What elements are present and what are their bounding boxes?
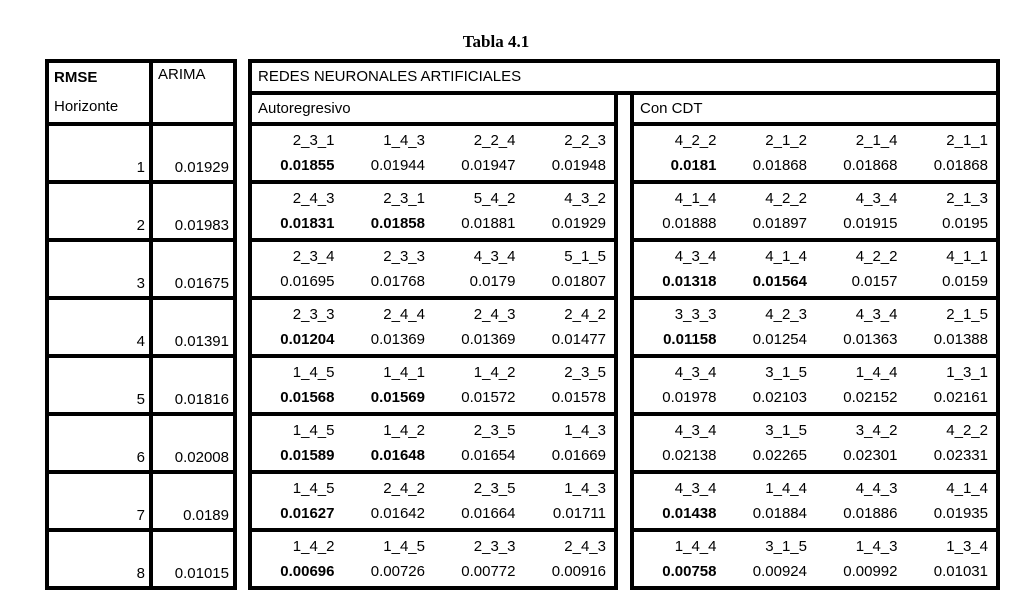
model-pair	[433, 532, 524, 586]
model-value: 0.0195	[942, 215, 988, 232]
horizonte-cell: 7	[49, 470, 149, 528]
model-name: 1_4_3	[564, 422, 606, 439]
model-pair	[815, 300, 906, 354]
model-value: 0.01477	[551, 331, 606, 348]
autoregresivo-row-block	[252, 296, 614, 354]
model-pair	[343, 242, 434, 296]
model-pair	[252, 126, 343, 180]
model-pair	[634, 474, 725, 528]
model-name: 5_4_2	[473, 190, 516, 207]
model-pair	[815, 358, 906, 412]
autoregresivo-row-block	[252, 122, 614, 180]
model-value: 0.01935	[933, 505, 988, 522]
model-value: 0.02103	[752, 389, 807, 406]
model-pair	[433, 474, 524, 528]
model-value: 0.01204	[280, 331, 335, 348]
model-name: 2_1_2	[765, 132, 807, 149]
model-pair	[634, 532, 725, 586]
model-pair	[815, 474, 906, 528]
con-cdt-row-block	[634, 354, 996, 412]
model-pair	[725, 532, 816, 586]
model-pair	[343, 126, 434, 180]
arima-value-cell: 0.01015	[149, 528, 233, 586]
model-pair	[634, 126, 725, 180]
model-value: 0.01868	[933, 157, 988, 174]
model-name: 2_2_4	[473, 132, 516, 149]
model-name: 2_3_5	[564, 364, 606, 381]
model-value: 0.00696	[280, 563, 335, 580]
model-name: 4_3_4	[855, 306, 898, 323]
model-value: 0.01654	[461, 447, 516, 464]
horizonte-cell: 2	[49, 180, 149, 238]
model-value: 0.01388	[933, 331, 988, 348]
model-name: 4_1_4	[674, 190, 717, 207]
model-name: 4_1_4	[765, 248, 807, 265]
model-value: 0.01886	[843, 505, 898, 522]
model-pair	[634, 416, 725, 470]
model-name: 1_4_3	[855, 538, 898, 555]
sections-row	[252, 95, 996, 590]
model-pair	[433, 184, 524, 238]
model-name: 1_4_2	[292, 538, 335, 555]
model-pair	[906, 126, 997, 180]
model-value: 0.01868	[752, 157, 807, 174]
model-value: 0.01944	[370, 157, 425, 174]
model-pair	[634, 184, 725, 238]
model-name: 5_1_5	[564, 248, 606, 265]
model-name: 3_1_5	[765, 538, 807, 555]
model-value: 0.02331	[933, 447, 988, 464]
horizonte-cell: 5	[49, 354, 149, 412]
model-name: 2_1_1	[946, 132, 988, 149]
model-pair	[725, 474, 816, 528]
model-value: 0.01831	[280, 215, 335, 232]
model-name: 3_1_5	[765, 364, 807, 381]
model-name: 1_4_5	[383, 538, 425, 555]
con-cdt-row-block	[634, 238, 996, 296]
model-value: 0.01648	[370, 447, 425, 464]
model-value: 0.01695	[280, 273, 335, 290]
model-pair	[524, 184, 615, 238]
model-value: 0.00924	[752, 563, 807, 580]
model-name: 3_4_2	[855, 422, 898, 439]
horizonte-cell: 6	[49, 412, 149, 470]
model-name: 2_3_5	[473, 480, 516, 497]
model-value: 0.0181	[670, 157, 717, 174]
model-pair	[252, 358, 343, 412]
con-cdt-row-block	[634, 528, 996, 586]
arima-value-cell: 0.01675	[149, 238, 233, 296]
model-pair	[815, 416, 906, 470]
arima-value-cell: 0.02008	[149, 412, 233, 470]
model-value: 0.01564	[752, 273, 807, 290]
arima-value-cell: 0.01816	[149, 354, 233, 412]
model-pair	[252, 474, 343, 528]
arima-header-cell	[149, 63, 233, 122]
model-pair	[343, 474, 434, 528]
model-name: 2_3_1	[383, 190, 425, 207]
model-pair	[433, 416, 524, 470]
model-value: 0.00726	[370, 563, 425, 580]
model-value: 0.01369	[461, 331, 516, 348]
model-value: 0.01855	[280, 157, 335, 174]
model-pair	[524, 532, 615, 586]
model-pair	[524, 358, 615, 412]
model-value: 0.01858	[370, 215, 425, 232]
model-name: 4_3_4	[674, 422, 717, 439]
model-pair	[343, 532, 434, 586]
model-name: 4_2_2	[765, 190, 807, 207]
model-name: 2_4_3	[292, 190, 335, 207]
model-value: 0.01768	[370, 273, 425, 290]
horizonte-cell: 3	[49, 238, 149, 296]
model-pair	[815, 126, 906, 180]
model-name: 2_1_3	[946, 190, 988, 207]
model-name: 4_3_4	[473, 248, 516, 265]
model-value: 0.01363	[843, 331, 898, 348]
redes-header-cell	[252, 63, 996, 95]
model-value: 0.02138	[662, 447, 717, 464]
model-value: 0.01254	[752, 331, 807, 348]
horizonte-cell: 8	[49, 528, 149, 586]
model-pair	[524, 126, 615, 180]
model-value: 0.01947	[461, 157, 516, 174]
model-name: 1_4_3	[564, 480, 606, 497]
section-divider-gap	[618, 95, 630, 590]
model-value: 0.01807	[551, 273, 606, 290]
model-value: 0.00758	[662, 563, 717, 580]
model-value: 0.01369	[370, 331, 425, 348]
model-pair	[252, 184, 343, 238]
model-pair	[725, 416, 816, 470]
autoregresivo-row-block	[252, 528, 614, 586]
arima-value-cell: 0.0189	[149, 470, 233, 528]
model-name: 4_2_2	[674, 132, 717, 149]
model-name: 1_4_3	[383, 132, 425, 149]
model-value: 0.01915	[843, 215, 898, 232]
model-name: 1_4_5	[292, 364, 335, 381]
model-pair	[906, 416, 997, 470]
horizonte-cell: 1	[49, 122, 149, 180]
model-name: 2_4_3	[473, 306, 516, 323]
model-value: 0.0179	[469, 273, 516, 290]
model-name: 1_4_2	[473, 364, 516, 381]
model-pair	[906, 300, 997, 354]
model-name: 3_1_5	[765, 422, 807, 439]
horizonte-cell: 4	[49, 296, 149, 354]
model-name: 1_4_4	[855, 364, 898, 381]
model-pair	[906, 242, 997, 296]
model-pair	[906, 474, 997, 528]
model-pair	[634, 358, 725, 412]
model-name: 2_1_5	[946, 306, 988, 323]
model-pair	[433, 126, 524, 180]
model-pair	[252, 242, 343, 296]
model-name: 1_4_1	[383, 364, 425, 381]
rmse-label: RMSE	[54, 69, 98, 86]
model-name: 1_4_5	[292, 422, 335, 439]
autoregresivo-row-block	[252, 470, 614, 528]
model-value: 0.01589	[280, 447, 335, 464]
model-value: 0.00916	[551, 563, 606, 580]
model-pair	[815, 184, 906, 238]
model-name: 4_3_4	[674, 364, 717, 381]
arima-value-cell: 0.01391	[149, 296, 233, 354]
model-value: 0.01318	[662, 273, 717, 290]
model-pair	[252, 416, 343, 470]
model-value: 0.02152	[843, 389, 898, 406]
horizonte-label: Horizonte	[54, 98, 119, 115]
model-name: 2_4_4	[383, 306, 425, 323]
model-name: 4_2_2	[946, 422, 988, 439]
model-name: 2_3_1	[292, 132, 335, 149]
model-name: 4_4_3	[855, 480, 898, 497]
model-value: 0.01438	[662, 505, 717, 522]
rmse-horizonte-header-cell	[49, 63, 149, 122]
model-value: 0.01568	[280, 389, 335, 406]
model-pair	[524, 416, 615, 470]
model-value: 0.01158	[663, 331, 717, 348]
left-table	[45, 59, 237, 590]
model-name: 3_3_3	[674, 306, 717, 323]
model-value: 0.01578	[551, 389, 606, 406]
model-pair	[906, 184, 997, 238]
con-cdt-row-block	[634, 296, 996, 354]
model-pair	[725, 184, 816, 238]
model-value: 0.01978	[662, 389, 717, 406]
autoregresivo-row-block	[252, 354, 614, 412]
model-name: 2_4_2	[383, 480, 425, 497]
model-value: 0.0159	[942, 273, 988, 290]
arima-value-cell: 0.01929	[149, 122, 233, 180]
redes-label: REDES NEURONALES ARTIFICIALES	[258, 68, 522, 85]
model-value: 0.01711	[552, 505, 606, 522]
model-name: 2_3_3	[473, 538, 516, 555]
model-value: 0.01627	[280, 505, 335, 522]
model-pair	[252, 532, 343, 586]
redes-table	[248, 59, 1000, 590]
table-layout	[45, 59, 1020, 590]
model-name: 1_4_4	[765, 480, 807, 497]
model-name: 2_4_2	[564, 306, 606, 323]
model-pair	[433, 358, 524, 412]
con-cdt-section	[630, 95, 996, 590]
model-value: 0.01948	[551, 157, 606, 174]
autoregresivo-label: Autoregresivo	[258, 100, 351, 117]
model-name: 4_3_4	[674, 248, 717, 265]
autoregresivo-row-block	[252, 238, 614, 296]
model-pair	[725, 358, 816, 412]
model-value: 0.01881	[461, 215, 516, 232]
model-pair	[634, 242, 725, 296]
model-value: 0.00992	[843, 563, 898, 580]
model-name: 2_4_3	[564, 538, 606, 555]
model-name: 2_1_4	[855, 132, 898, 149]
model-name: 1_4_4	[674, 538, 717, 555]
model-value: 0.01884	[752, 505, 807, 522]
model-name: 4_2_3	[765, 306, 807, 323]
model-name: 2_3_3	[383, 248, 425, 265]
model-value: 0.02301	[843, 447, 898, 464]
model-value: 0.01031	[933, 563, 988, 580]
model-value: 0.01642	[370, 505, 425, 522]
model-pair	[343, 184, 434, 238]
autoregresivo-header-cell	[252, 95, 614, 122]
model-pair	[343, 416, 434, 470]
model-name: 1_4_2	[383, 422, 425, 439]
model-name: 4_3_2	[564, 190, 606, 207]
con-cdt-row-block	[634, 122, 996, 180]
model-pair	[815, 532, 906, 586]
autoregresivo-row-block	[252, 180, 614, 238]
model-pair	[725, 126, 816, 180]
model-pair	[725, 242, 816, 296]
model-pair	[815, 242, 906, 296]
con-cdt-label: Con CDT	[640, 100, 703, 117]
model-pair	[634, 300, 725, 354]
arima-label: ARIMA	[158, 66, 206, 83]
autoregresivo-section	[252, 95, 618, 590]
model-pair	[906, 532, 997, 586]
model-pair	[524, 300, 615, 354]
autoregresivo-row-block	[252, 412, 614, 470]
model-name: 1_4_5	[292, 480, 335, 497]
model-name: 2_2_3	[564, 132, 606, 149]
con-cdt-header-cell	[634, 95, 996, 122]
con-cdt-row-block	[634, 180, 996, 238]
model-value: 0.01897	[752, 215, 807, 232]
model-name: 4_1_1	[946, 248, 988, 265]
model-pair	[524, 474, 615, 528]
model-value: 0.01664	[461, 505, 516, 522]
model-name: 4_3_4	[674, 480, 717, 497]
model-pair	[524, 242, 615, 296]
model-value: 0.00772	[461, 563, 516, 580]
model-pair	[906, 358, 997, 412]
con-cdt-row-block	[634, 470, 996, 528]
arima-value-cell: 0.01983	[149, 180, 233, 238]
model-name: 2_3_5	[473, 422, 516, 439]
con-cdt-row-block	[634, 412, 996, 470]
model-pair	[252, 300, 343, 354]
model-pair	[343, 358, 434, 412]
model-pair	[433, 300, 524, 354]
model-value: 0.01929	[551, 215, 606, 232]
model-pair	[433, 242, 524, 296]
model-value: 0.01888	[662, 215, 717, 232]
model-value: 0.01868	[843, 157, 898, 174]
model-name: 2_3_4	[292, 248, 335, 265]
model-value: 0.0157	[851, 273, 898, 290]
model-value: 0.01669	[551, 447, 606, 464]
model-value: 0.01572	[461, 389, 516, 406]
model-name: 2_3_3	[292, 306, 335, 323]
model-pair	[343, 300, 434, 354]
model-name: 4_1_4	[946, 480, 988, 497]
table-title: Tabla 4.1	[462, 32, 530, 51]
model-value: 0.01569	[370, 389, 425, 406]
model-name: 1_3_4	[946, 538, 988, 555]
model-value: 0.02265	[752, 447, 807, 464]
model-value: 0.02161	[933, 389, 988, 406]
model-pair	[725, 300, 816, 354]
model-name: 1_3_1	[946, 364, 988, 381]
model-name: 4_3_4	[855, 190, 898, 207]
model-name: 4_2_2	[855, 248, 898, 265]
